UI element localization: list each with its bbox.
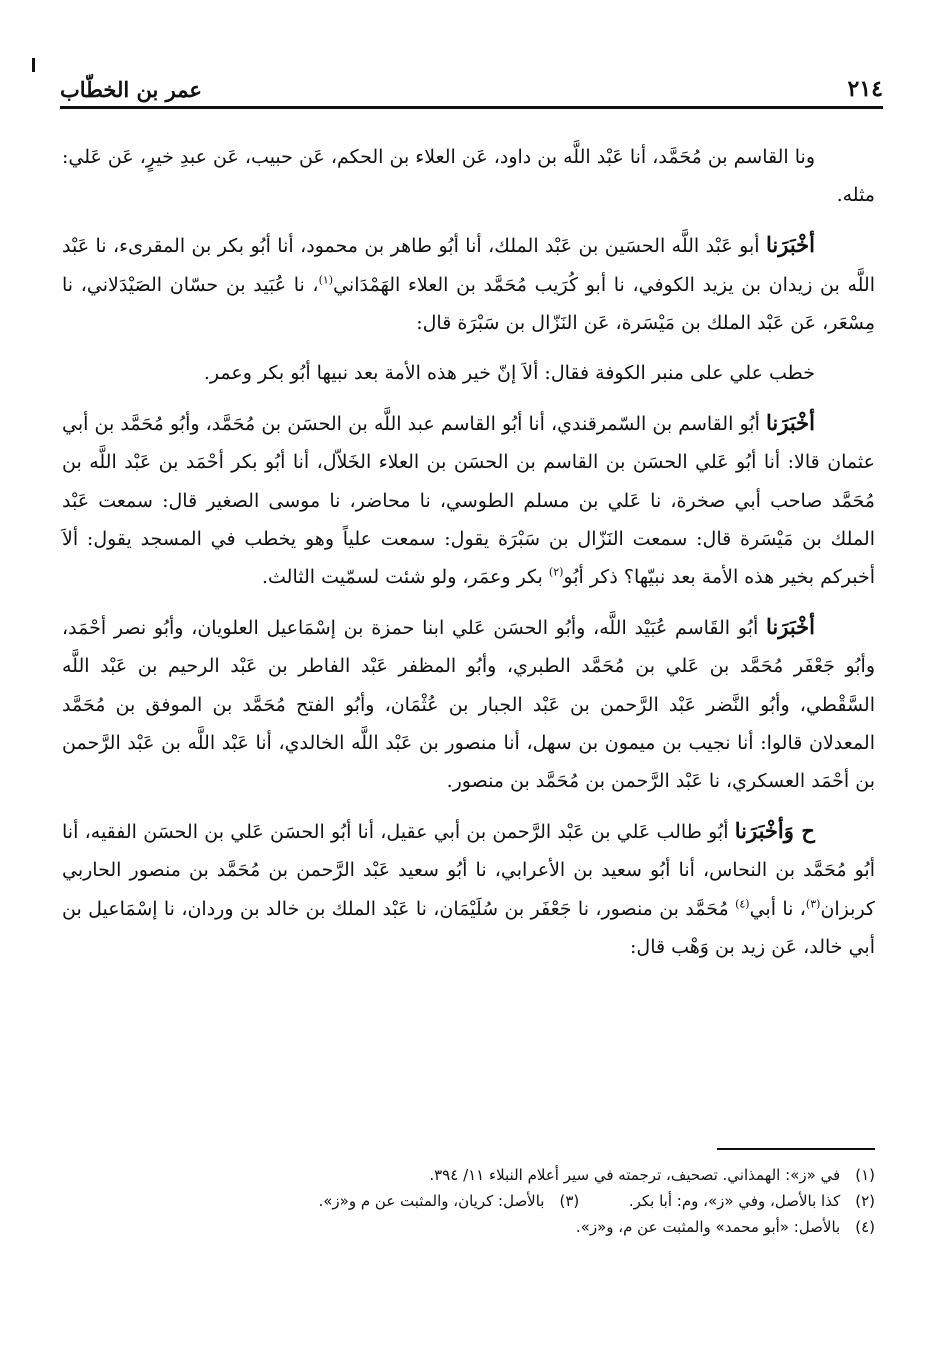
paragraph-text: أبُو القَاسم عُبَيْد اللَّه، وأبُو الحسَن عَلي ابنا حمزة بن إسْمَاعيل العلويان، وأبُو نصر أحْمَد، وأبُو جَعْفَر مُحَمَّد بن عَلي بن مُحَمَّد الطبري، وأبُو المظفر عَبْد الفاطر بن عَبْد الرحيم بن عَبْد اللَّه السَّقْطي، وأبُو النَّضر عَبْد الرَّحمن بن عَبْد الجبار بن عُثْمَان، وأبُو الفتح مُحَمَّد بن الموفق بن مُحَمَّد المعدلان قالوا: أنا نجيب بن ميمون بن سهل، أنا منصور بن عَبْد اللَّه الخالدي، أنا عَبْد اللَّه بن عَبْد الرَّحمن بن أحْمَد العسكري، نا عَبْد الرَّحمن بن مُحَمَّد بن منصور.: [62, 617, 875, 793]
chain-keyword: أخْبَرَنا: [766, 410, 815, 436]
footnote-text: بالأصل: كريان، والمثبت عن م و«ز».: [318, 1192, 545, 1210]
footnote-text: بالأصل: «أبو محمد» والمثبت عن م، و«ز».: [575, 1218, 841, 1236]
paragraph-text: أبُو القاسم بن السّمرقندي، أنا أبُو القاسم عبد اللَّه بن الحسَن بن مُحَمَّد، وأبُو مُحَمَّد بن أبي عثمان قالا: أنا أبُو عَلي الحسَن بن القاسم بن الحسَن بن العلاء الخَلاّل، أنا أبُو بكر أحْمَد بن عَبْد اللَّه بن مُحَمَّد صاحب أبي صخرة، نا عَلي بن مسلم الطوسي، نا محاضر، نا موسى الصغير قال: سمعت عَبْد الملك بن مَيْسَرة قال: سمعت النَزّال بن سَبْرَة يقول: سمعت علياً وهو يخطب في المسجد يقول: ألاَ أخبركم بخير هذه الأمة بعد نبيّها؟ ذكر أبُو: [62, 413, 875, 589]
paragraph-text-tail: ، نا أبي: [749, 897, 806, 920]
footnote-text: كذا بالأصل، وفي «ز»، وم: أبا بكر.: [628, 1192, 841, 1210]
footnote-text: في «ز»: الهمذاني. تصحيف، ترجمته في سير أعلام النبلاء ١١/ ٣٩٤.: [429, 1166, 841, 1184]
paragraph-text: أبو عَبْد اللَّه الحسَين بن عَبْد الملك، أنا أبُو طاهر بن محمود، أنا أبُو بكر بن المقرىء، نا عَبْد اللَّه بن زيدان بن يزيد الكوفي، نا أبو كُرَيب مُحَمَّد بن العلاء الهَمْدَاني: [62, 235, 875, 296]
margin-mark: [32, 58, 35, 72]
footnote-4: [62, 1214, 875, 1240]
running-title: عمر بن الخطّاب: [60, 77, 202, 102]
chain-keyword: أخْبَرَنا: [766, 614, 815, 640]
paragraph-text: ونا القاسم بن مُحَمَّد، أنا عَبْد اللَّه بن داود، عَن العلاء بن الحكم، عَن حبيب، عَن عبدِ خيرٍ، عَن عَلي: مثله.: [62, 146, 875, 207]
paragraph-1: [62, 138, 875, 214]
main-text: [62, 138, 875, 978]
footnote-1: [62, 1162, 875, 1188]
paragraph-3: [62, 354, 875, 392]
footnote-number: (١): [855, 1166, 875, 1184]
paragraph-text-tail: مُحَمَّد بن منصور، نا جَعْفَر بن سُلَيْمَان، نا عَبْد الملك بن خالد بن وردان، نا إسْمَاعيل بن أبي خالد، عَن زيد بن وَهْب قال:: [62, 897, 875, 958]
footnote-number: (٣): [559, 1192, 580, 1210]
footnote-ref: (٢): [548, 565, 564, 579]
chain-keyword: أخْبَرَنا: [766, 232, 815, 258]
paragraph-text: خطب علي على منبر الكوفة فقال: ألاَ إنّ خير هذه الأمة بعد نبيها أبُو بكر وعمر.: [203, 362, 815, 385]
footnote-rule: [717, 1148, 875, 1150]
footnote-ref: (١): [318, 273, 334, 287]
paragraph-2: [62, 226, 875, 342]
chain-keyword: ح وَأخْبَرَنا: [734, 818, 815, 844]
footnote-number: (٤): [855, 1218, 875, 1236]
paragraph-text-tail: ، نا عُبَيد بن حسّان الصَيْدَلاني، نا مِسْعَر، عَن عَبْد الملك بن مَيْسَرة، عَن النَزّال بن سَبْرَة قال:: [62, 273, 875, 334]
paragraph-4: [62, 404, 875, 596]
footnote-ref: (٤): [735, 897, 750, 911]
paragraph-text: أبُو طالب عَلي بن عَبْد الرَّحمن بن أبي عقيل، أنا أبُو الحسَن عَلي بن الحسَن الفقيه، أنا أبُو مُحَمَّد بن النحاس، أنا أبُو سعيد بن الأعرابي، نا أبُو سعيد عَبْد الرَّحمن بن مُحَمَّد بن منصور الحاربي كربزان: [62, 821, 875, 920]
footnotes: [62, 1148, 875, 1240]
footnote-2-3: [62, 1188, 875, 1214]
paragraph-text-tail: بكر وعمَر، ولو شئت لسمّيت الثالث.: [261, 566, 549, 589]
paragraph-6: [62, 812, 875, 966]
footnote-ref: (٣): [805, 897, 821, 911]
paragraph-5: [62, 608, 875, 800]
running-header: [60, 66, 883, 109]
footnote-number: (٢): [855, 1192, 875, 1210]
page-number: ٢١٤: [847, 76, 883, 102]
